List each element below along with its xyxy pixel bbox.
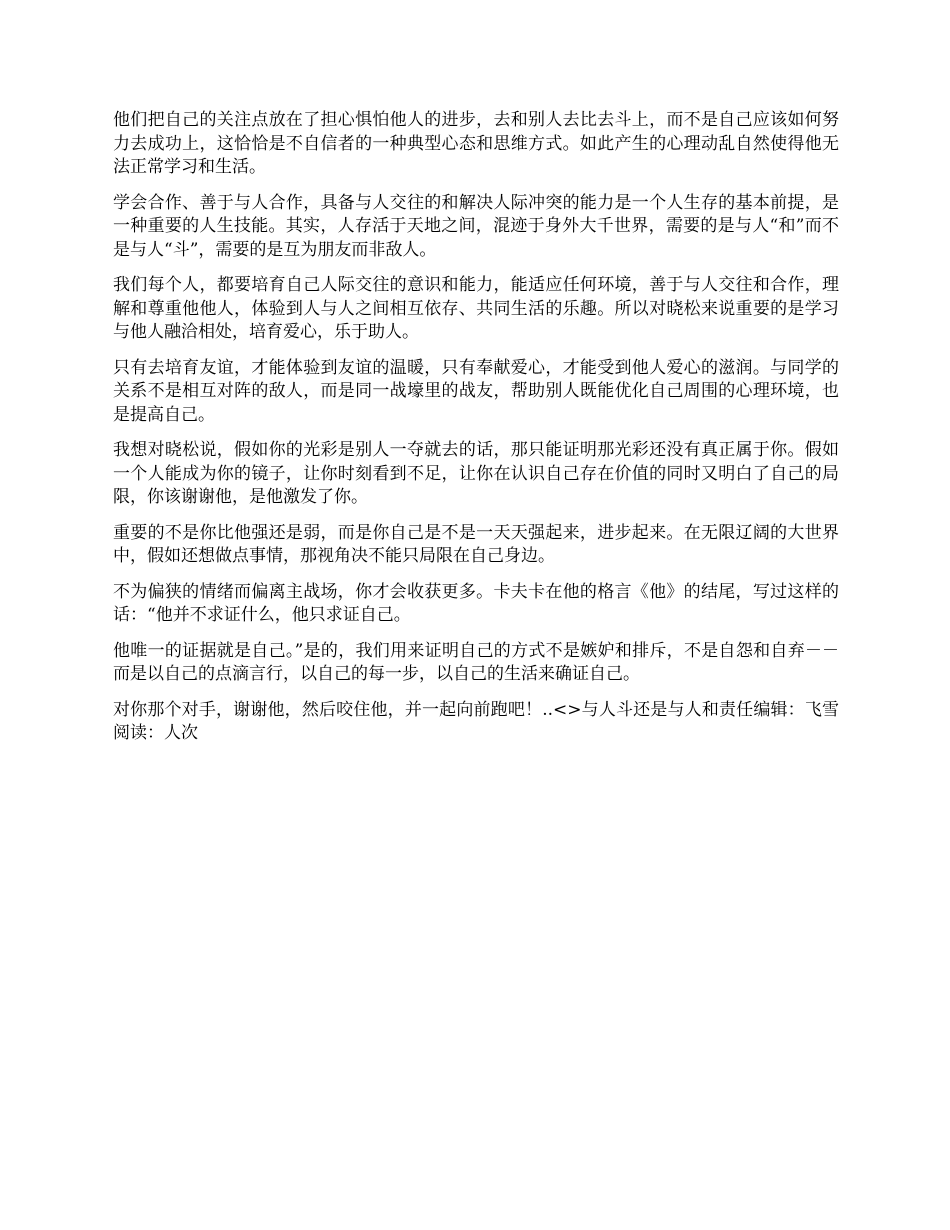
paragraph-3: 我们每个人，都要培育自己人际交往的意识和能力，能适应任何环境，善于与人交往和合作，理解和尊重他他人，体验到人与人之间相互依存、共同生活的乐趣。所以对晓松来说重要的是学习与他人融洽相处，培育爱心，乐于助人。 <box>113 275 839 342</box>
document-body <box>113 109 839 758</box>
paragraph-2: 学会合作、善于与人合作，具备与人交往的和解决人际冲突的能力是一个人生存的基本前提，是一种重要的人生技能。其实，人存活于天地之间，混迹于身外大千世界，需要的是与人“和”而不是与人“斗”，需要的是互为朋友而非敌人。 <box>113 192 839 260</box>
paragraph-7: 不为偏狭的情绪而偏离主战场，你才会收获更多。卡夫卡在他的格言《他》的结尾，写过这样的话：“他并不求证什么，他只求证自己。 <box>113 581 839 625</box>
paragraph-4: 只有去培育友谊，才能体验到友谊的温暖，只有奉献爱心，才能受到他人爱心的滋润。与同学的关系不是相互对阵的敌人，而是同一战壕里的战友，帮助别人既能优化自己周围的心理环境，也是提高自己。 <box>113 357 839 425</box>
paragraph-8: 他唯一的证据就是自己。”是的，我们用来证明自己的方式不是嫉妒和排斥，不是自怨和自弃－－而是以自己的点滴言行，以自己的每一步，以自己的生活来确证自己。 <box>113 640 839 684</box>
paragraph-5: 我想对晓松说，假如你的光彩是别人一夺就去的话，那只能证明那光彩还没有真正属于你。假如一个人能成为你的镜子，让你时刻看到不足，让你在认识自己存在价值的同时又明白了自己的局限，你该谢谢他，是他激发了你。 <box>113 440 839 507</box>
paragraph-6: 重要的不是你比他强还是弱，而是你自己是不是一天天强起来，进步起来。在无限辽阔的大世界中，假如还想做点事情，那视角决不能只局限在自己身边。 <box>113 522 839 566</box>
paragraph-1: 他们把自己的关注点放在了担心惧怕他人的进步，去和别人去比去斗上，而不是自己应该如何努力去成功上，这恰恰是不自信者的一种典型心态和思维方式。如此产生的心理动乱自然使得他无法正常学习和生活。 <box>113 110 839 177</box>
paragraph-9: 对你那个对手，谢谢他，然后咬住他，并一起向前跑吧！..<>与人斗还是与人和责任编辑：飞雪 阅读：人次 <box>113 699 839 743</box>
